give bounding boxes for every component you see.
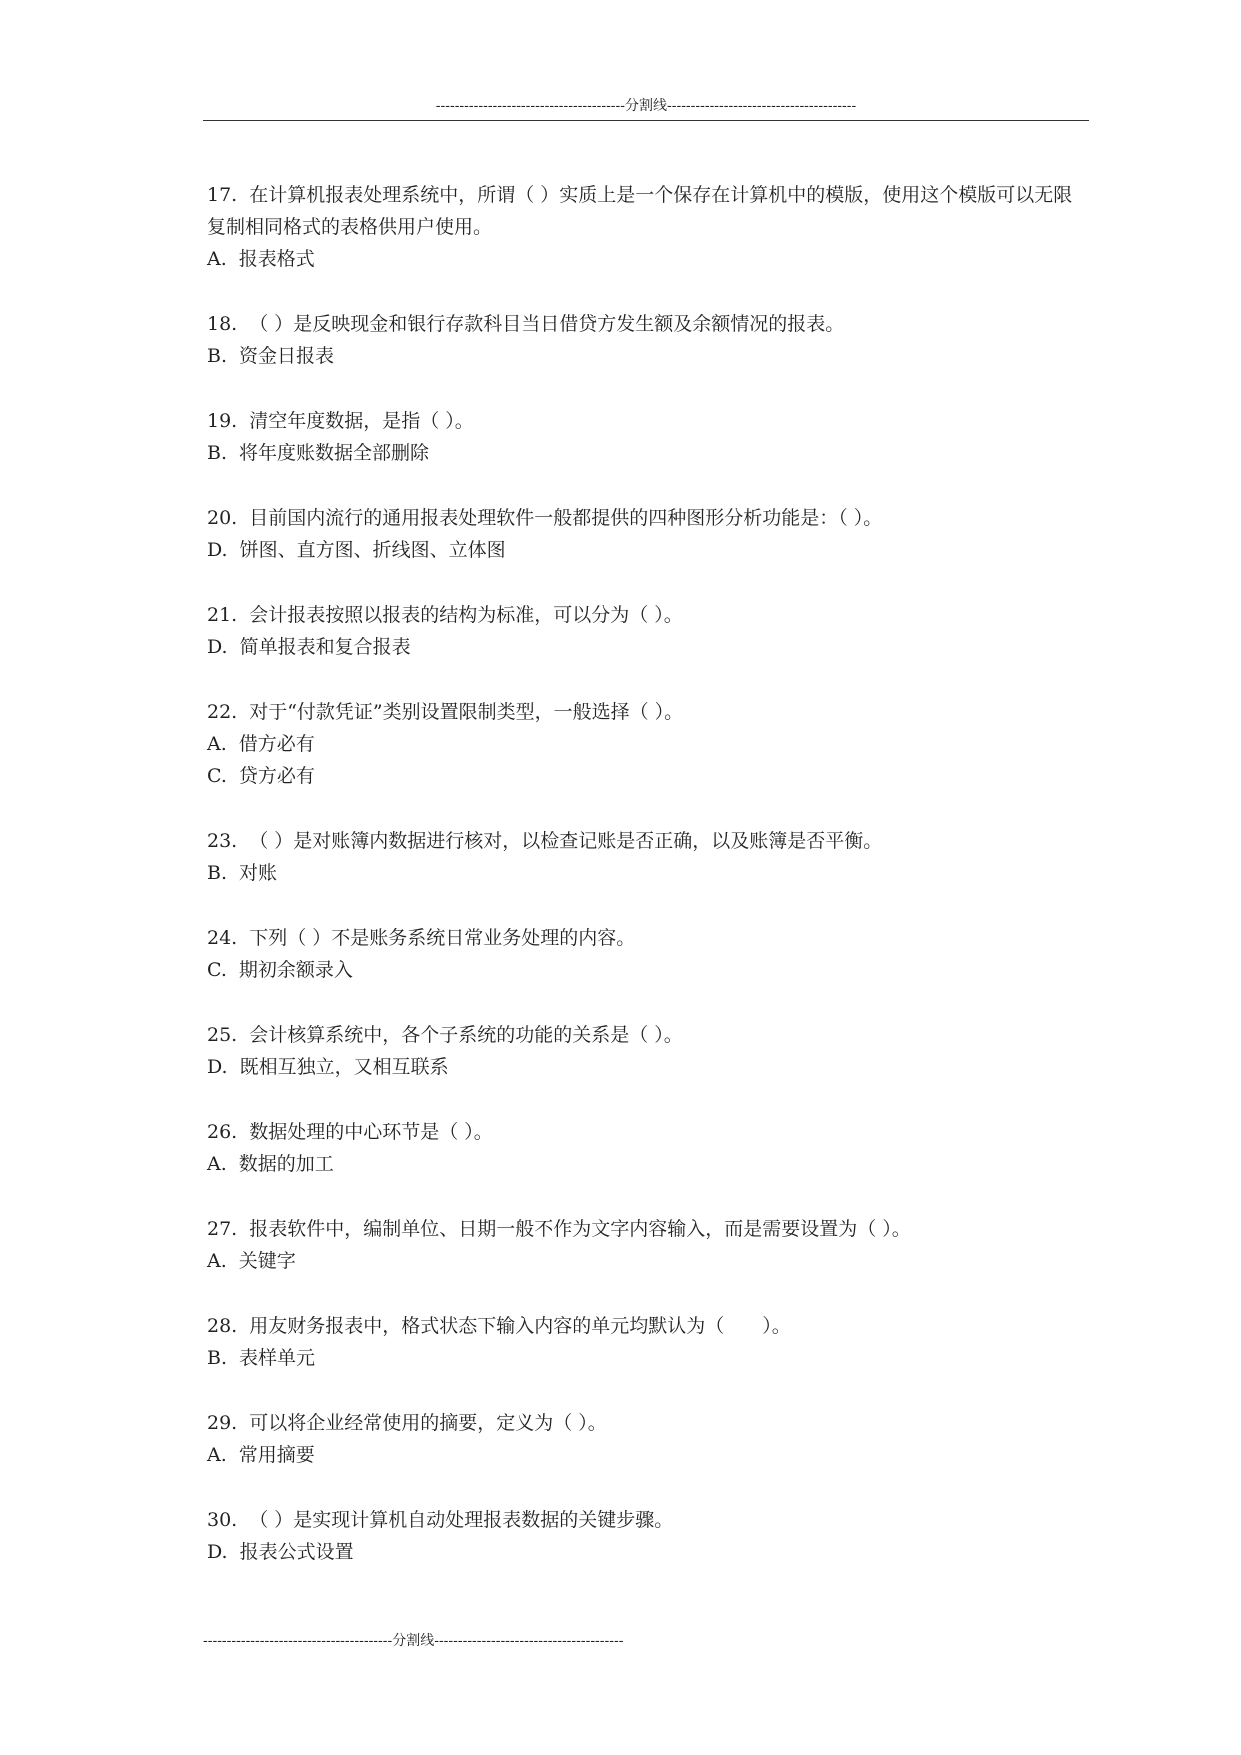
question-stem: （ ）是反映现金和银行存款科目当日借贷方发生额及余额情况的报表。 <box>249 313 845 335</box>
question-stem: 对于“付款凭证”类别设置限制类型，一般选择（ ）。 <box>249 701 684 723</box>
question-number: 17. <box>207 184 238 206</box>
question-item <box>207 308 1089 372</box>
question-text <box>207 1213 1089 1245</box>
option-letter: A. <box>207 248 227 270</box>
question-item <box>207 1310 1089 1374</box>
option-text: 贷方必有 <box>238 765 315 787</box>
option-text: 关键字 <box>238 1250 296 1272</box>
question-text <box>207 599 1089 631</box>
option-text: 借方必有 <box>238 733 315 755</box>
answer-option <box>207 1342 1089 1374</box>
question-number: 21. <box>207 604 238 626</box>
answer-option <box>207 954 1089 986</box>
option-letter: B. <box>207 345 228 367</box>
option-letter: D. <box>207 539 228 561</box>
option-letter: D. <box>207 636 228 658</box>
option-letter: B. <box>207 442 228 464</box>
answer-option <box>207 857 1089 889</box>
question-stem: 清空年度数据，是指（ ）。 <box>249 410 474 432</box>
question-stem: 会计核算系统中，各个子系统的功能的关系是（ ）。 <box>249 1024 683 1046</box>
question-text <box>207 1019 1089 1051</box>
option-text: 表样单元 <box>239 1347 316 1369</box>
question-text <box>207 308 1089 340</box>
option-letter: B. <box>207 862 228 884</box>
option-text: 将年度账数据全部删除 <box>239 442 430 464</box>
question-number: 30. <box>207 1509 238 1531</box>
question-item <box>207 825 1089 889</box>
answer-option <box>207 728 1089 760</box>
question-stem: 数据处理的中心环节是（ ）。 <box>249 1121 493 1143</box>
question-number: 22. <box>207 701 238 723</box>
answer-option <box>207 1051 1089 1083</box>
answer-option <box>207 1439 1089 1471</box>
question-stem: 用友财务报表中，格式状态下输入内容的单元均默认为（ ）。 <box>249 1315 791 1337</box>
answer-option <box>207 1148 1089 1180</box>
question-item <box>207 599 1089 663</box>
option-letter: A. <box>207 1153 227 1175</box>
question-number: 18. <box>207 313 238 335</box>
question-number: 29. <box>207 1412 238 1434</box>
option-letter: C. <box>207 765 227 787</box>
option-letter: A. <box>207 733 227 755</box>
question-item <box>207 1213 1089 1277</box>
question-text <box>207 922 1089 954</box>
option-text: 既相互独立，又相互联系 <box>239 1056 449 1078</box>
option-text: 对账 <box>239 862 278 884</box>
option-text: 饼图、直方图、折线图、立体图 <box>239 539 506 561</box>
question-number: 24. <box>207 927 238 949</box>
option-letter: D. <box>207 1056 228 1078</box>
question-text <box>207 1504 1089 1536</box>
option-letter: C. <box>207 959 227 981</box>
answer-option <box>207 243 1089 275</box>
question-number: 19. <box>207 410 238 432</box>
question-number: 20. <box>207 507 238 529</box>
question-item <box>207 502 1089 566</box>
question-number: 23. <box>207 830 238 852</box>
question-stem: 会计报表按照以报表的结构为标准，可以分为（ ）。 <box>249 604 683 626</box>
option-text: 期初余额录入 <box>238 959 353 981</box>
question-item <box>207 1504 1089 1568</box>
answer-option <box>207 534 1089 566</box>
question-list <box>207 179 1089 1601</box>
option-text: 数据的加工 <box>238 1153 334 1175</box>
answer-option <box>207 631 1089 663</box>
question-number: 27. <box>207 1218 238 1240</box>
question-item <box>207 179 1089 275</box>
question-number: 28. <box>207 1315 238 1337</box>
question-text <box>207 1310 1089 1342</box>
question-item <box>207 696 1089 792</box>
question-stem: 报表软件中，编制单位、日期一般不作为文字内容输入，而是需要设置为（ ）。 <box>249 1218 911 1240</box>
page-footer-separator: ----------------------------------------分割线---------------------------------------- <box>203 1633 624 1649</box>
question-text <box>207 179 1089 243</box>
question-text <box>207 1116 1089 1148</box>
option-text: 常用摘要 <box>238 1444 315 1466</box>
question-text <box>207 825 1089 857</box>
answer-option <box>207 1245 1089 1277</box>
question-stem: 下列（ ）不是账务系统日常业务处理的内容。 <box>249 927 636 949</box>
answer-option <box>207 340 1089 372</box>
question-stem: （ ）是对账簿内数据进行核对，以检查记账是否正确，以及账簿是否平衡。 <box>249 830 883 852</box>
question-item <box>207 922 1089 986</box>
question-stem: 在计算机报表处理系统中，所谓（ ）实质上是一个保存在计算机中的模版，使用这个模版可以无限复制相同格式的表格供用户使用。 <box>207 184 1073 238</box>
question-number: 26. <box>207 1121 238 1143</box>
question-text <box>207 1407 1089 1439</box>
option-letter: B. <box>207 1347 228 1369</box>
option-text: 资金日报表 <box>239 345 335 367</box>
option-text: 简单报表和复合报表 <box>239 636 411 658</box>
option-letter: D. <box>207 1541 228 1563</box>
question-text <box>207 696 1089 728</box>
question-stem: 可以将企业经常使用的摘要，定义为（ ）。 <box>249 1412 607 1434</box>
answer-option <box>207 760 1089 792</box>
question-stem: 目前国内流行的通用报表处理软件一般都提供的四种图形分析功能是：（ ）。 <box>249 507 883 529</box>
option-letter: A. <box>207 1444 227 1466</box>
question-item <box>207 1407 1089 1471</box>
option-text: 报表公式设置 <box>239 1541 354 1563</box>
question-item <box>207 1116 1089 1180</box>
option-letter: A. <box>207 1250 227 1272</box>
answer-option <box>207 1536 1089 1568</box>
answer-option <box>207 437 1089 469</box>
question-stem: （ ）是实现计算机自动处理报表数据的关键步骤。 <box>249 1509 674 1531</box>
question-text <box>207 405 1089 437</box>
question-number: 25. <box>207 1024 238 1046</box>
option-text: 报表格式 <box>238 248 315 270</box>
question-item <box>207 405 1089 469</box>
page-header-separator: ----------------------------------------分割线---------------------------------------- <box>203 96 1089 121</box>
question-text <box>207 502 1089 534</box>
question-item <box>207 1019 1089 1083</box>
